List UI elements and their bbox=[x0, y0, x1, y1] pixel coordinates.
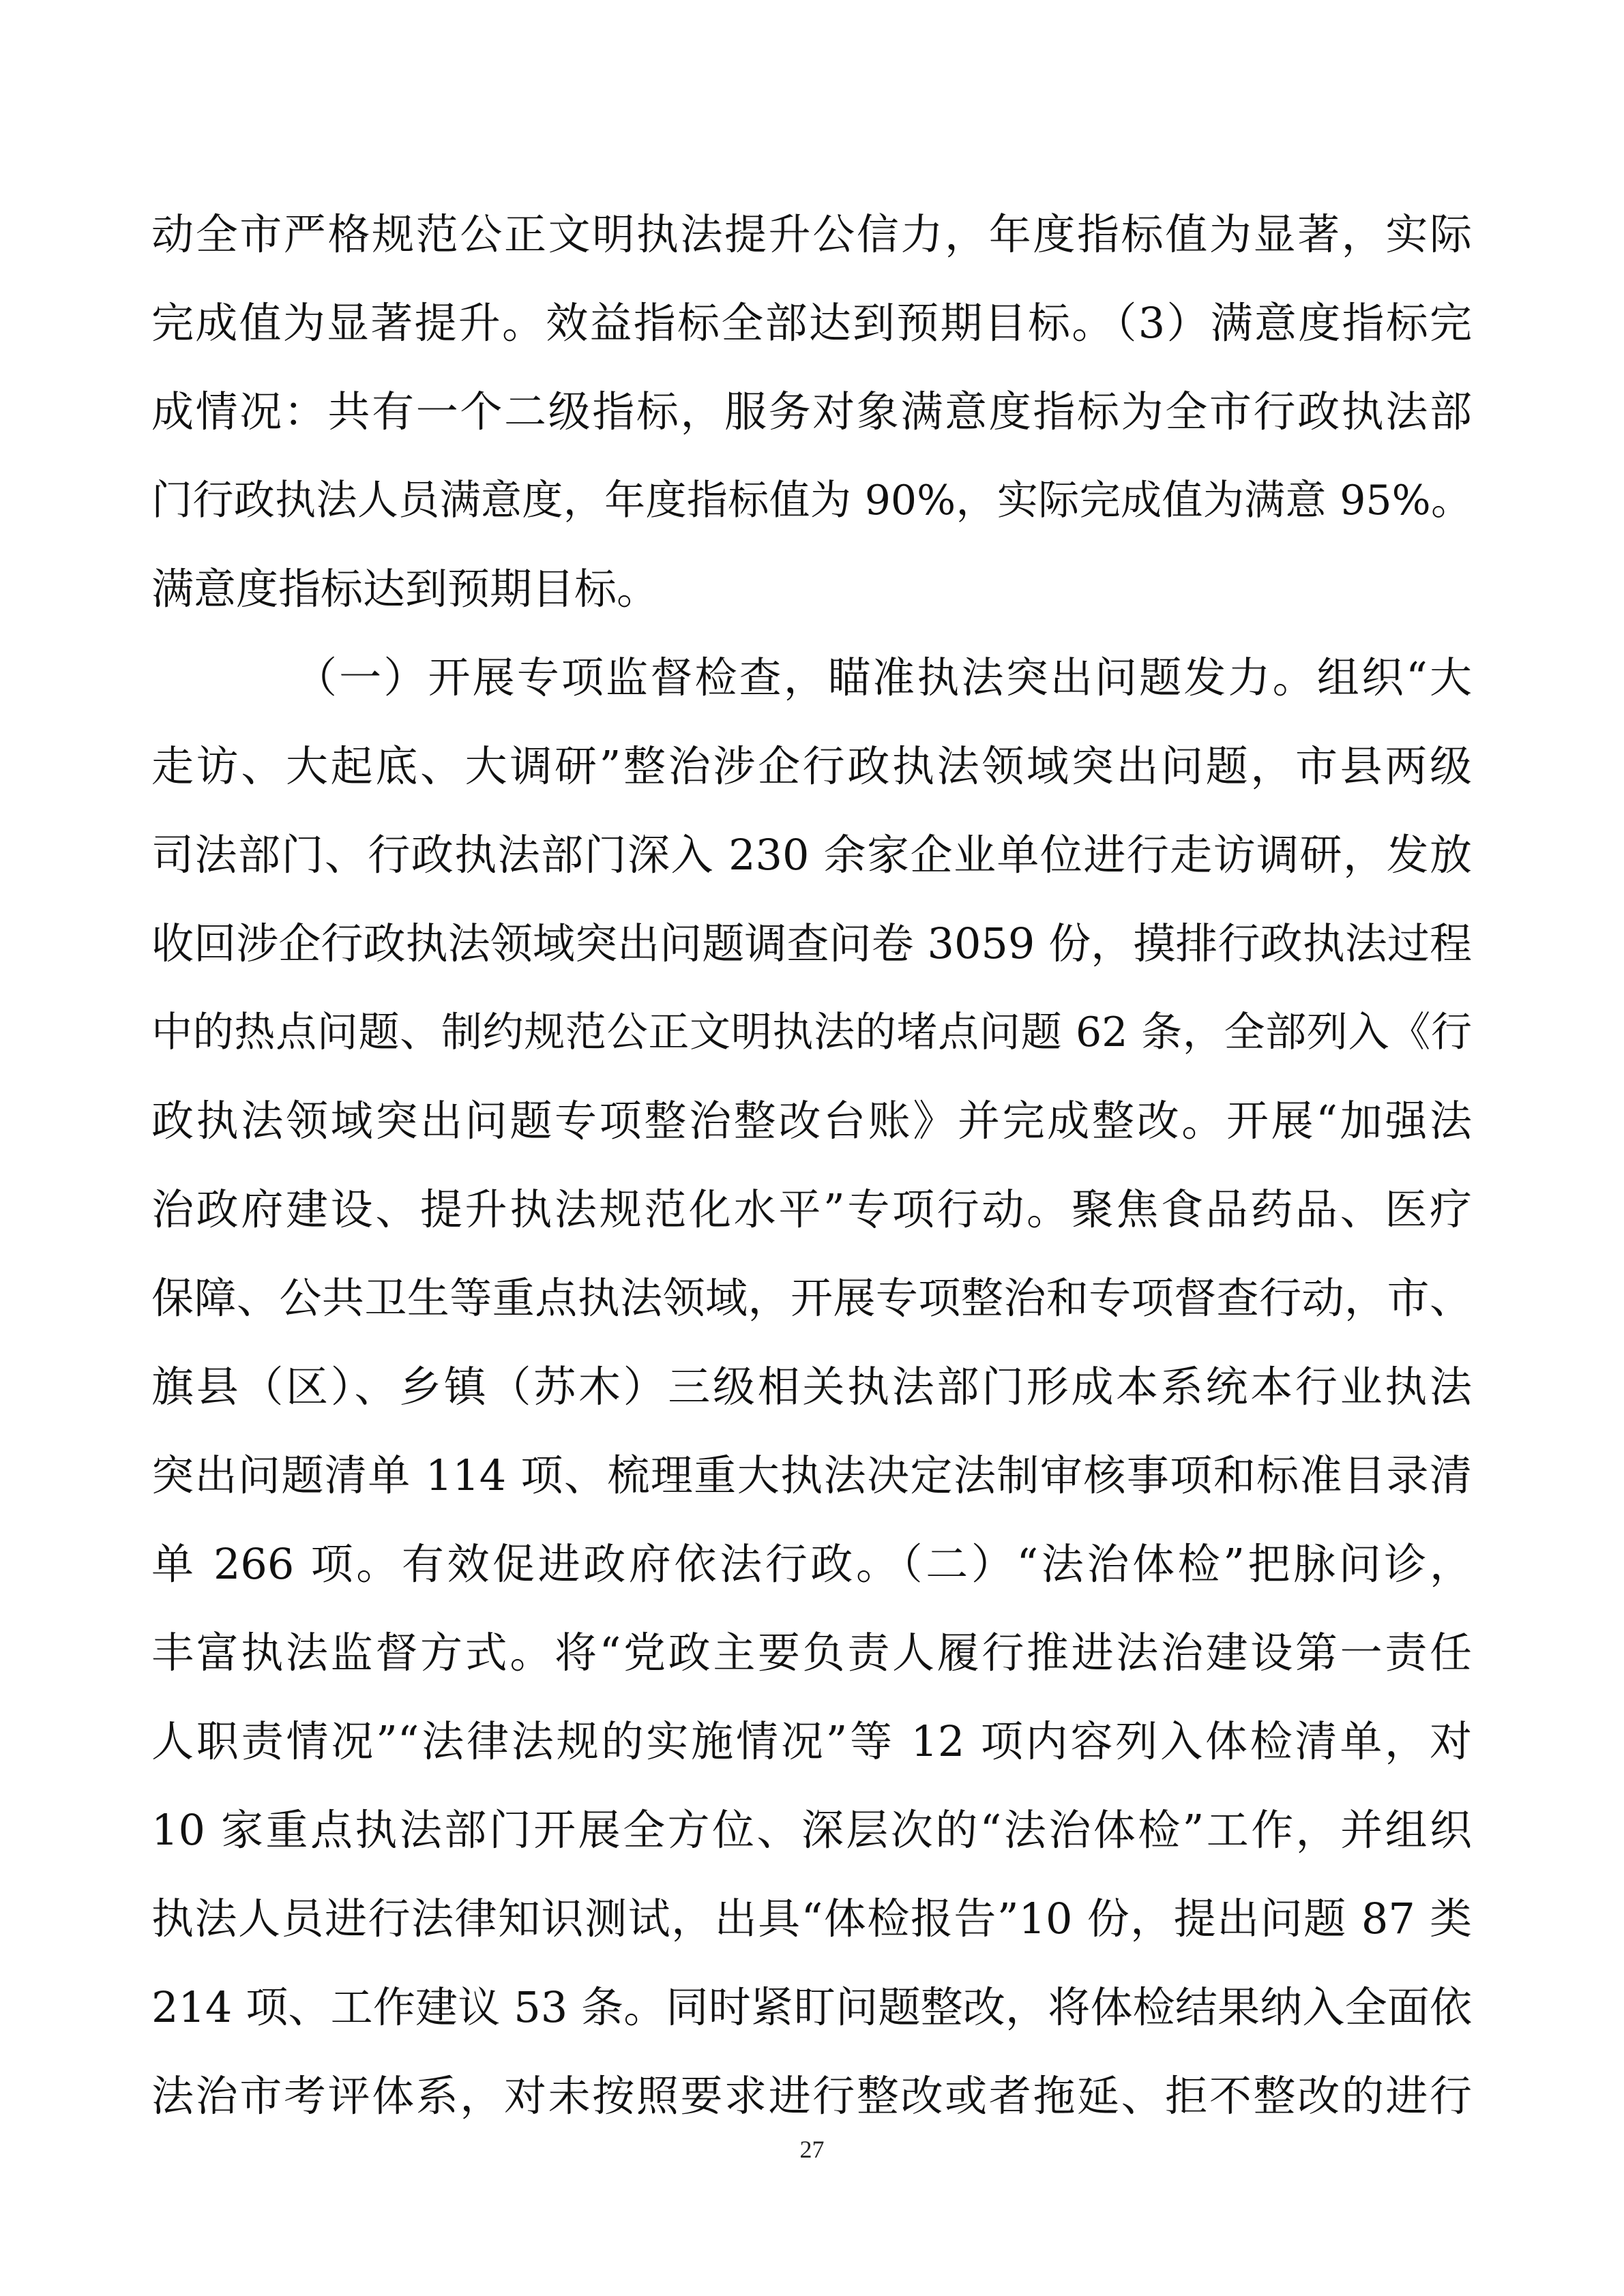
body-text-line: 214 项、工作建议 53 条。同时紧盯问题整改，将体检结果纳入全面依 bbox=[151, 1982, 1472, 2032]
body-text-line: 中的热点问题、制约规范公正文明执法的堵点问题 62 条，全部列入《行 bbox=[151, 1009, 1472, 1056]
body-text-line: 10 家重点执法部门开展全方位、深层次的“法治体检”工作，并组织 bbox=[151, 1805, 1472, 1855]
body-text-line: 治政府建设、提升执法规范化水平”专项行动。聚焦食品药品、医疗 bbox=[151, 1184, 1472, 1234]
body-text-line: 完成值为显著提升。效益指标全部达到预期目标。（3）满意度指标完 bbox=[151, 298, 1472, 348]
body-text-line: 执法人员进行法律知识测试，出具“体检报告”10 份，提出问题 87 类 bbox=[151, 1894, 1472, 1943]
body-text-line: 突出问题清单 114 项、梳理重大执法决定法制审核事项和标准目录清 bbox=[151, 1450, 1472, 1500]
body-text-line: 旗县（区）、乡镇（苏木）三级相关执法部门形成本系统本行业执法 bbox=[151, 1362, 1472, 1412]
body-text-line: 成情况：共有一个二级指标，服务对象满意度指标为全市行政执法部 bbox=[151, 387, 1472, 436]
body-text-line: 动全市严格规范公正文明执法提升公信力，年度指标值为显著，实际 bbox=[151, 209, 1472, 259]
body-text-line: 单 266 项。有效促进政府依法行政。（二）“法治体检”把脉问诊， bbox=[151, 1539, 1472, 1589]
body-text-line: 政执法领域突出问题专项整治整改台账》并完成整改。开展“加强法 bbox=[151, 1096, 1472, 1146]
body-text-line: 司法部门、行政执法部门深入 230 余家企业单位进行走访调研，发放 bbox=[151, 830, 1472, 880]
body-text-line: 保障、公共卫生等重点执法领域，开展专项整治和专项督查行动，市、 bbox=[151, 1273, 1472, 1323]
body-text-line: 人职责情况”“法律法规的实施情况”等 12 项内容列入体检清单，对 bbox=[151, 1716, 1472, 1766]
body-text-line: 满意度指标达到预期目标。 bbox=[151, 564, 660, 614]
body-text-line: 走访、大起底、大调研”整治涉企行政执法领域突出问题，市县两级 bbox=[151, 741, 1472, 791]
page-number: 27 bbox=[799, 2136, 825, 2163]
paragraph-first-line: （一）开展专项监督检查，瞄准执法突出问题发力。组织“大 bbox=[295, 653, 1472, 702]
body-text-line: 门行政执法人员满意度，年度指标值为 90%，实际完成值为满意 95%。 bbox=[151, 477, 1472, 524]
body-text-line: 法治市考评体系，对未按照要求进行整改或者拖延、拒不整改的进行 bbox=[151, 2071, 1472, 2121]
body-text-line: 丰富执法监督方式。将“党政主要负责人履行推进法治建设第一责任 bbox=[151, 1628, 1472, 1678]
body-text-line: 收回涉企行政执法领域突出问题调查问卷 3059 份，摸排行政执法过程 bbox=[151, 919, 1472, 968]
